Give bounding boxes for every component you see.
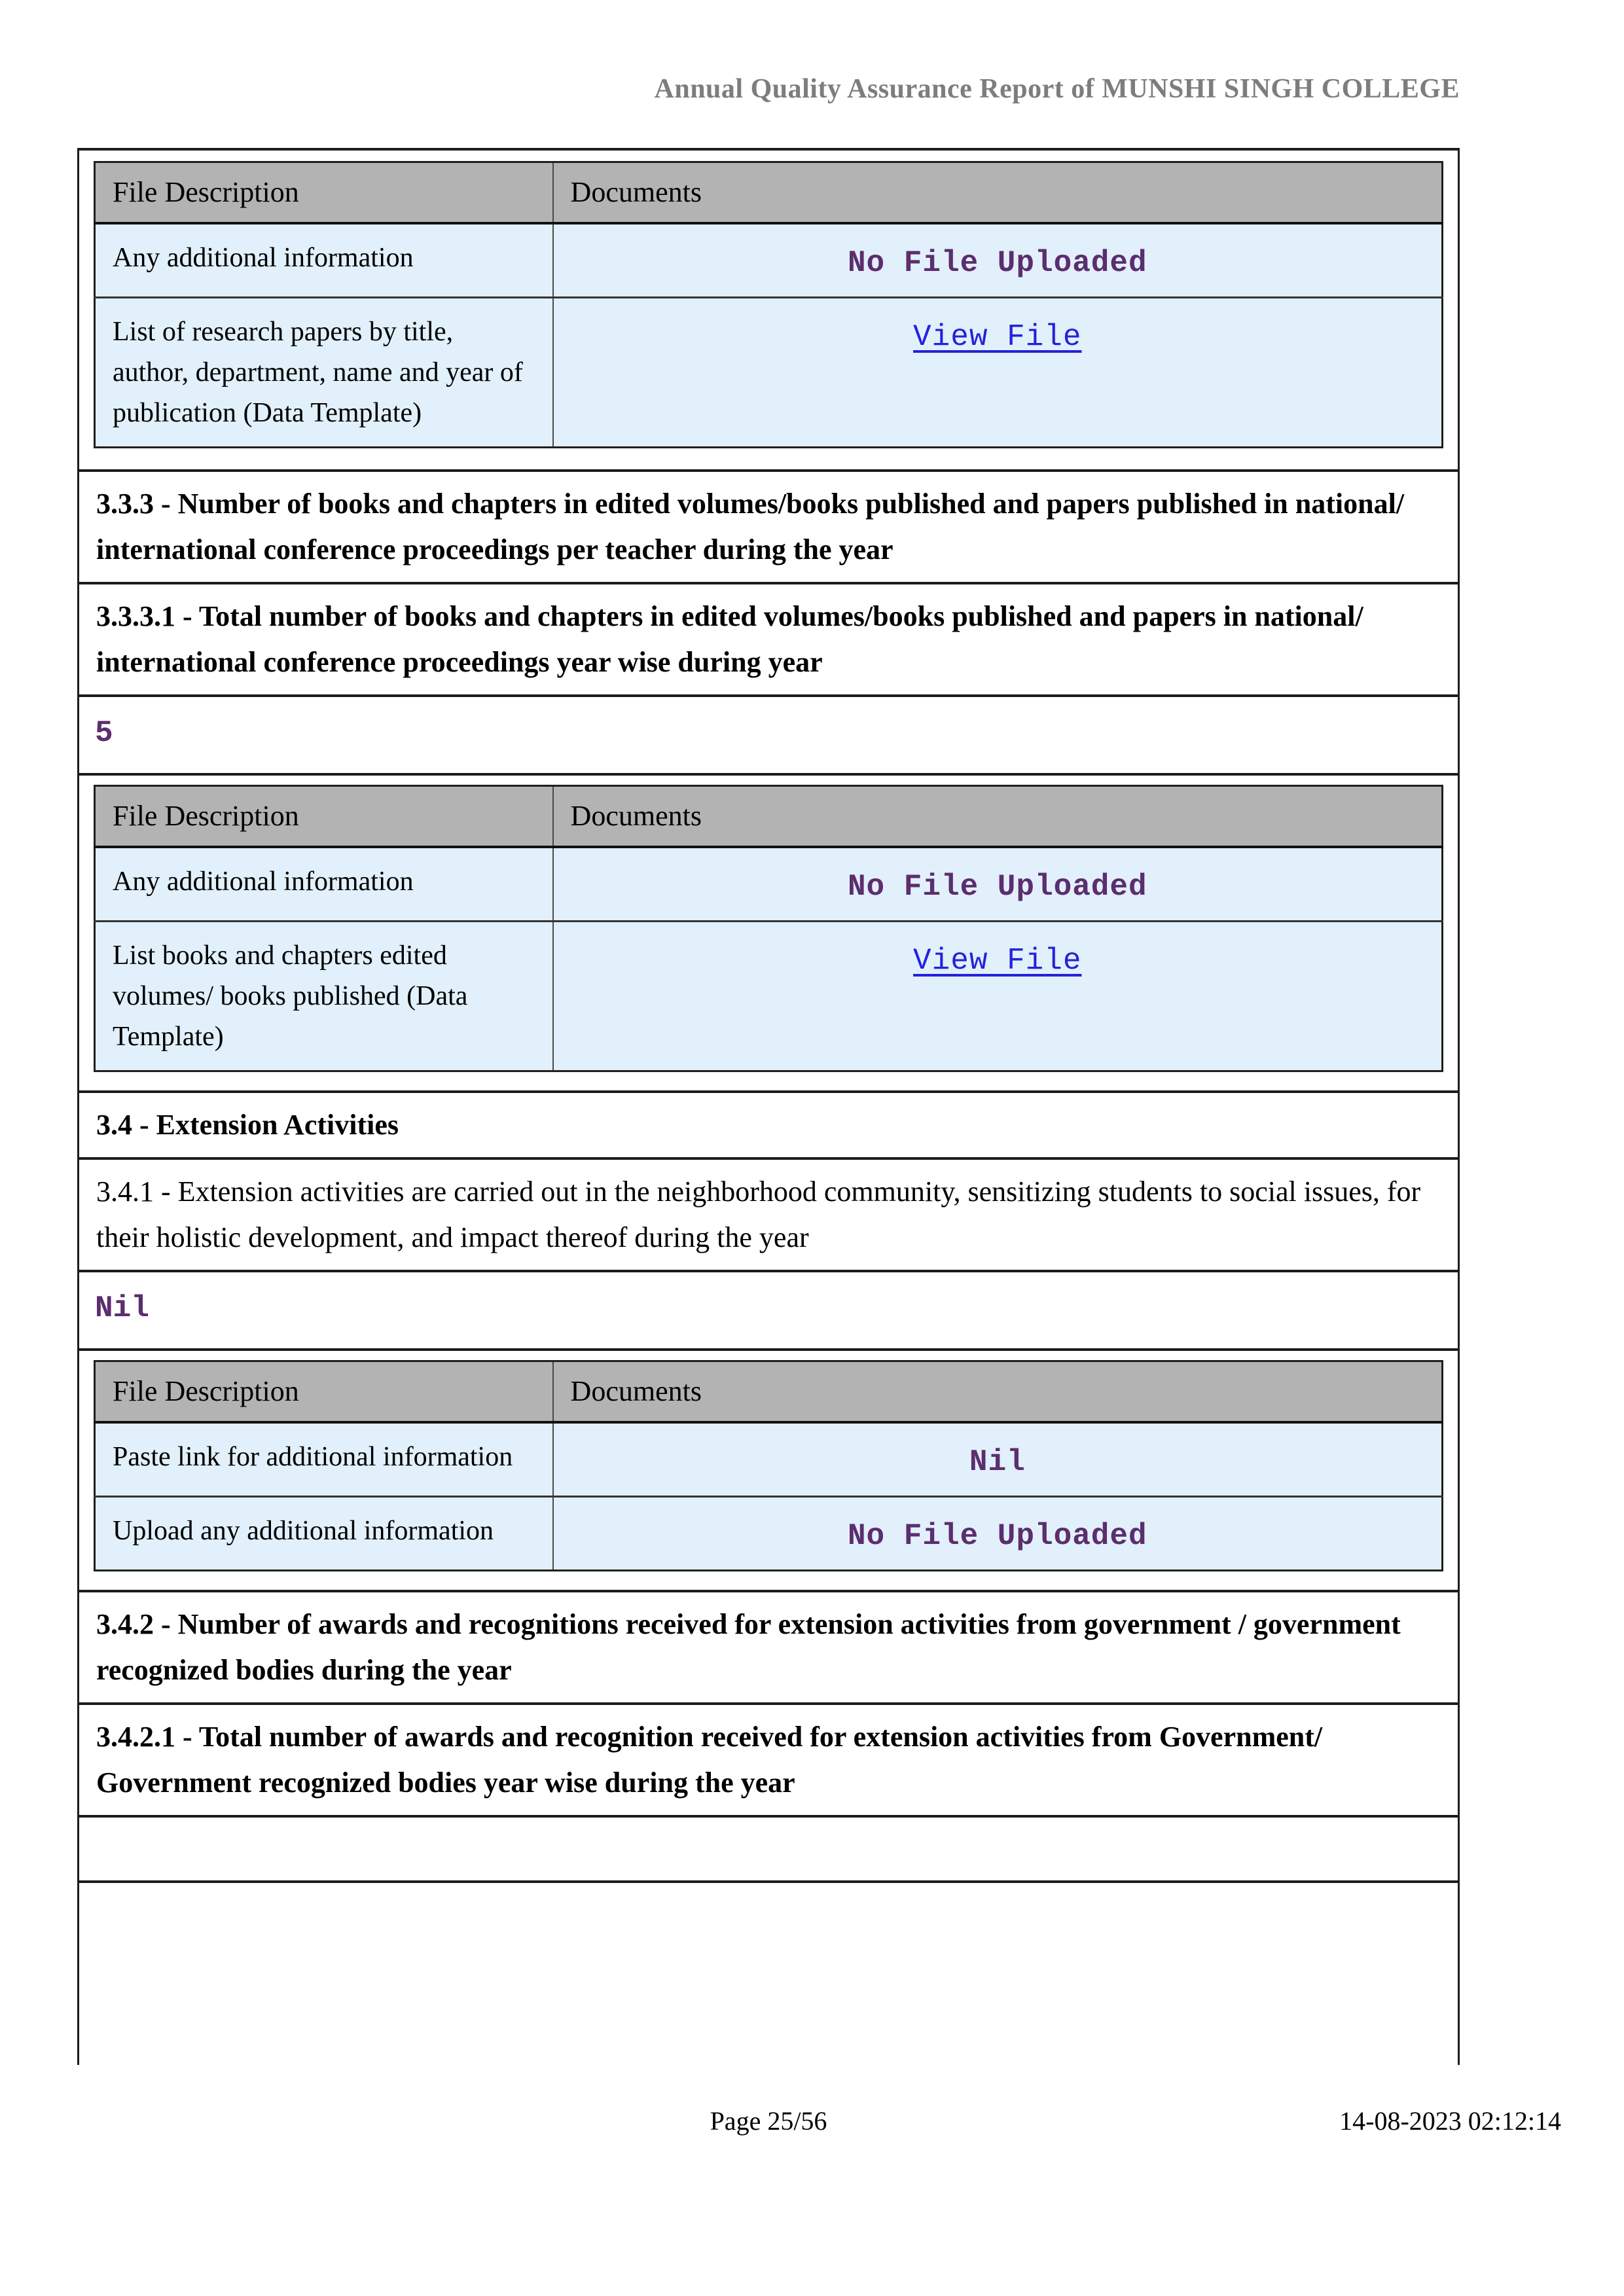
column-header-file-description: File Description xyxy=(95,786,553,848)
section-heading-3-3-3-1: 3.3.3.1 - Total number of books and chapters in edited volumes/books published and papers in national/ international conference proceedings year wise during year xyxy=(79,584,1458,697)
column-header-documents: Documents xyxy=(553,162,1443,224)
report-title: Annual Quality Assurance Report of MUNSHI SINGH COLLEGE xyxy=(654,74,1460,104)
file-description-label: Paste link for additional information xyxy=(95,1422,553,1497)
view-file-link[interactable]: View File xyxy=(913,320,1082,354)
file-table-section-2 xyxy=(79,776,1458,1093)
section-heading-3-4: 3.4 - Extension Activities xyxy=(79,1093,1458,1160)
file-description-table-3 xyxy=(94,1360,1443,1571)
table-header-row xyxy=(95,1361,1443,1423)
table-row xyxy=(95,1497,1443,1571)
no-file-uploaded-text: No File Uploaded xyxy=(847,1519,1147,1553)
document-value xyxy=(553,1422,1443,1497)
document-value xyxy=(553,223,1443,298)
nil-text: Nil xyxy=(969,1445,1026,1479)
column-header-file-description: File Description xyxy=(95,162,553,224)
file-description-label: List books and chapters edited volumes/ books published (Data Template) xyxy=(95,922,553,1071)
section-value-3-3-3-1: 5 xyxy=(79,697,1458,776)
file-description-table-1 xyxy=(94,161,1443,448)
document-value xyxy=(553,847,1443,922)
no-file-uploaded-text: No File Uploaded xyxy=(847,870,1147,904)
file-description-label: Any additional information xyxy=(95,847,553,922)
column-header-file-description: File Description xyxy=(95,1361,553,1423)
document-value xyxy=(553,1497,1443,1571)
table-row xyxy=(95,847,1443,922)
document-value xyxy=(553,922,1443,1071)
table-row xyxy=(95,922,1443,1071)
no-file-uploaded-text: No File Uploaded xyxy=(847,246,1147,280)
table-row xyxy=(95,1422,1443,1497)
view-file-link[interactable]: View File xyxy=(913,944,1082,978)
page-footer xyxy=(77,2106,1561,2140)
table-header-row xyxy=(95,162,1443,224)
page-number: Page 25/56 xyxy=(710,2106,827,2136)
column-header-documents: Documents xyxy=(553,1361,1443,1423)
file-table-section-3 xyxy=(79,1351,1458,1592)
file-table-section-1 xyxy=(79,151,1458,472)
section-heading-3-3-3: 3.3.3 - Number of books and chapters in edited volumes/books published and papers published in national/ international conference proceedings per teacher during the year xyxy=(79,472,1458,584)
section-heading-3-4-2: 3.4.2 - Number of awards and recognitions received for extension activities from government / government recognized bodies during the year xyxy=(79,1592,1458,1705)
table-row xyxy=(95,223,1443,298)
empty-value-row xyxy=(79,1818,1458,1883)
table-header-row xyxy=(95,786,1443,848)
file-description-table-2 xyxy=(94,785,1443,1072)
table-row xyxy=(95,298,1443,448)
file-description-label: Upload any additional information xyxy=(95,1497,553,1571)
report-timestamp: 14-08-2023 02:12:14 xyxy=(1339,2106,1561,2136)
column-header-documents: Documents xyxy=(553,786,1443,848)
file-description-label: List of research papers by title, author, department, name and year of publication (Data Template) xyxy=(95,298,553,448)
document-value xyxy=(553,298,1443,448)
report-body xyxy=(77,148,1460,2065)
section-heading-3-4-2-1: 3.4.2.1 - Total number of awards and recognition received for extension activities from Government/ Government recognized bodies year wise during the year xyxy=(79,1705,1458,1818)
file-description-label: Any additional information xyxy=(95,223,553,298)
section-value-3-4-1: Nil xyxy=(79,1272,1458,1351)
section-text-3-4-1: 3.4.1 - Extension activities are carried out in the neighborhood community, sensitizing students to social issues, for their holistic development, and impact thereof during the year xyxy=(79,1160,1458,1272)
continuation-row xyxy=(79,1883,1458,2065)
